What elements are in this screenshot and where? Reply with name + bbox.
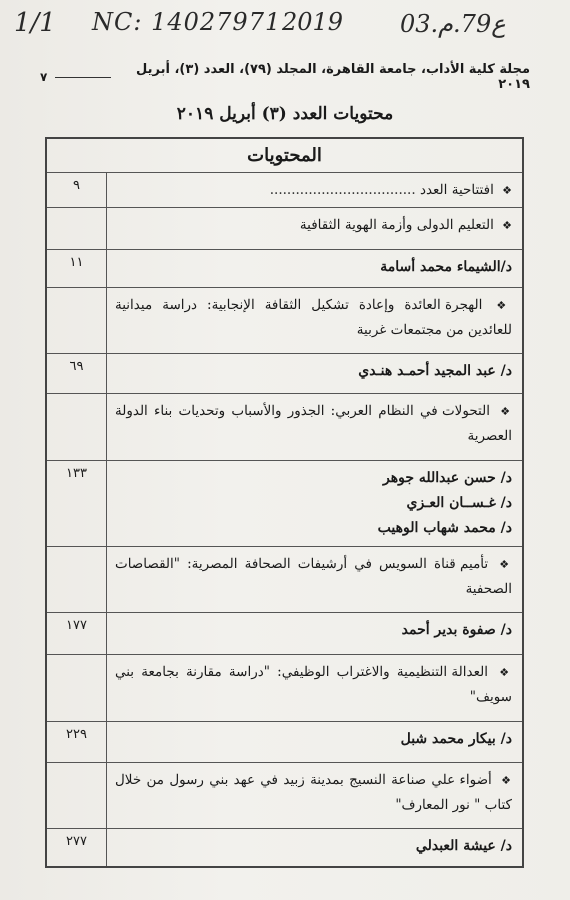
table-row bbox=[46, 288, 523, 354]
table-row bbox=[46, 547, 523, 613]
issue-title: محتويات العدد (٣) أبريل ٢٠١٩ bbox=[176, 104, 394, 124]
bullet-icon: ❖ bbox=[502, 184, 512, 197]
page-ref: ٦٩ bbox=[46, 354, 106, 394]
header-rule bbox=[55, 76, 110, 78]
table-row bbox=[46, 250, 523, 288]
table-row bbox=[46, 722, 523, 763]
table-row bbox=[46, 394, 523, 461]
article-title: التعليم الدولى وأزمة الهوية الثقافية bbox=[299, 217, 494, 233]
article-title: افتتاحية العدد bbox=[419, 182, 494, 198]
page-number: ٧ bbox=[40, 70, 48, 84]
page-ref: ١١ bbox=[46, 250, 106, 288]
article-author: د/ محمد شهاب الوهيب bbox=[377, 520, 512, 536]
article-author: د/الشيماء محمد أسامة bbox=[380, 259, 512, 275]
bullet-icon: ❖ bbox=[501, 774, 512, 787]
table-row bbox=[46, 173, 523, 208]
bullet-icon: ❖ bbox=[496, 299, 512, 312]
bullet-icon: ❖ bbox=[500, 405, 512, 418]
table-row bbox=[46, 763, 523, 829]
bullet-icon: ❖ bbox=[502, 219, 512, 232]
handwritten-reference: 03.ع79.م bbox=[400, 10, 506, 38]
page-ref: ٩ bbox=[46, 173, 106, 208]
table-row bbox=[46, 829, 523, 868]
journal-running-header bbox=[40, 62, 530, 92]
table-row bbox=[46, 461, 523, 547]
article-author: د/ غـســان العـزي bbox=[406, 495, 512, 511]
bullet-icon: ❖ bbox=[499, 666, 512, 679]
table-row bbox=[46, 613, 523, 655]
handwritten-mark: 1/1 bbox=[14, 8, 56, 38]
page-ref: ٢٧٧ bbox=[46, 829, 106, 868]
article-title: تأميم قناة السويس في أرشيفات الصحافة المصرية: "القصاصات الصحفية bbox=[114, 556, 512, 597]
contents-table bbox=[45, 137, 524, 868]
article-title: التحولات في النظام العربي: الجذور والأسباب وتحديات بناء الدولة العصرية bbox=[114, 403, 512, 444]
table-row bbox=[46, 354, 523, 394]
handwritten-code: NC: 14027971 bbox=[92, 8, 282, 36]
dot-leader: .................................. bbox=[269, 182, 416, 198]
journal-citation: مجلة كلية الأداب، جامعة القاهرة، المجلد (٧٩)، العدد (٣)، أبريل ٢٠١٩ bbox=[136, 62, 530, 92]
page-ref: ١٧٧ bbox=[46, 613, 106, 655]
handwritten-year: 2019 bbox=[282, 8, 344, 36]
article-author: د/ صفوة بدير أحمد bbox=[401, 622, 512, 638]
article-author: د/ بيكار محمد شبل bbox=[400, 731, 512, 747]
article-author: د/ عبد المجيد أحمـد هنـدي bbox=[358, 363, 512, 379]
article-title: الهجرة العائدة وإعادة تشكيل الثقافة الإنجابية: دراسة ميدانية للعائدين من مجتمعات غربية bbox=[114, 297, 512, 338]
handwritten-annotations bbox=[0, 6, 570, 46]
bullet-icon: ❖ bbox=[499, 558, 512, 571]
contents-heading: المحتويات bbox=[46, 138, 523, 173]
article-title: العدالة التنظيمية والاغتراب الوظيفي: "دراسة مقارنة بجامعة بني سويف" bbox=[114, 664, 512, 705]
page-ref: ٢٢٩ bbox=[46, 722, 106, 763]
article-author: د/ حسن عبدالله جوهر bbox=[383, 470, 512, 486]
article-title: أضواء علي صناعة النسيج بمدينة زبيد في عهد بني رسول من خلال كتاب " نور المعارف" bbox=[114, 772, 512, 813]
contents-heading-row bbox=[46, 138, 523, 173]
page-ref: ١٣٣ bbox=[46, 461, 106, 547]
table-row bbox=[46, 208, 523, 250]
article-author: د/ عيشة العبدلي bbox=[415, 838, 512, 854]
table-row bbox=[46, 655, 523, 722]
